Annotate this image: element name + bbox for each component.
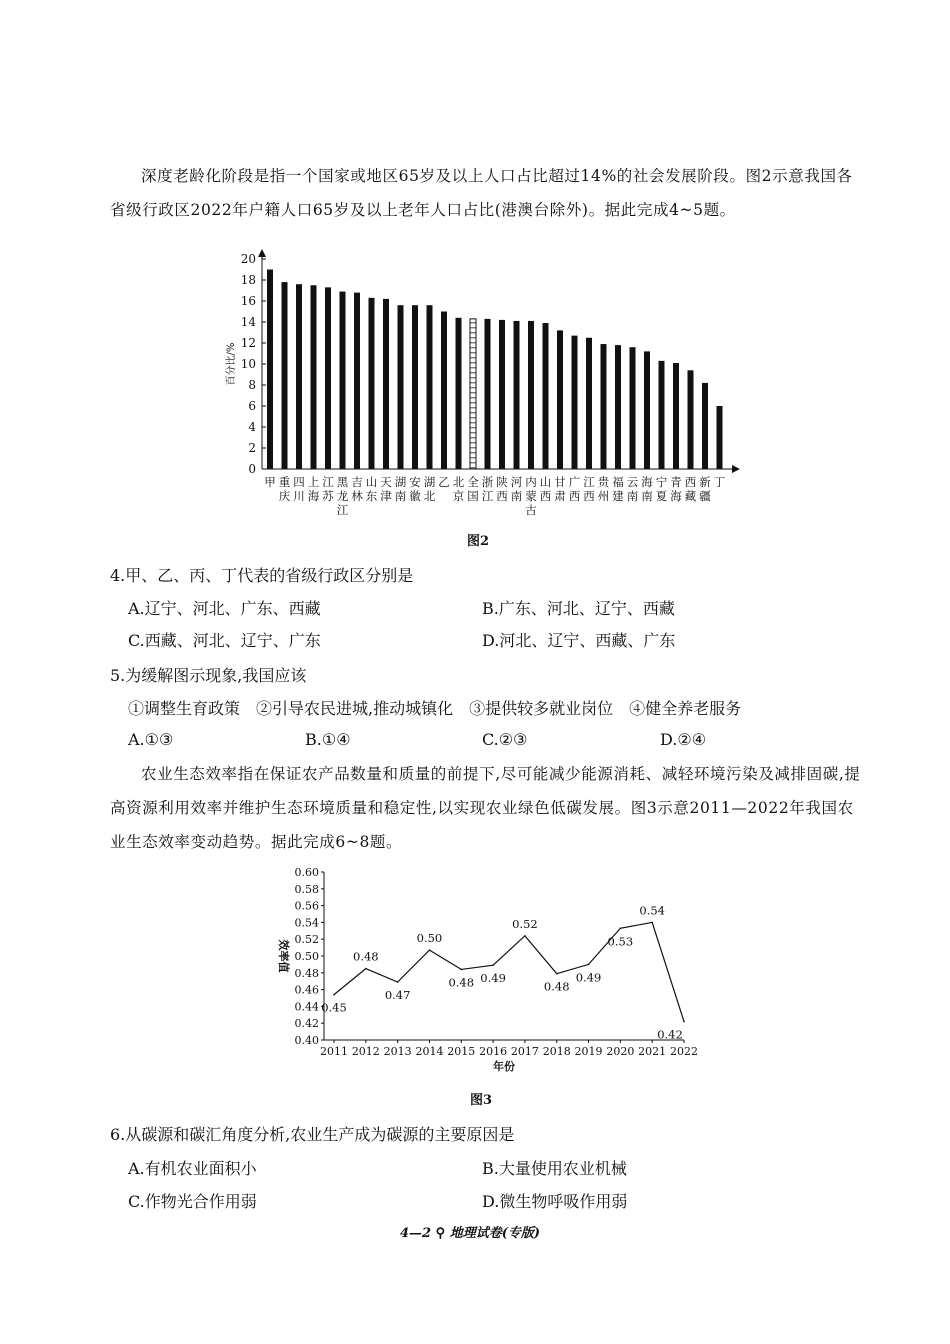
data-label: 0.49 — [575, 970, 602, 985]
q6-option-c: C.作物光合作用弱 — [128, 1192, 257, 1211]
figure-3-line-chart — [270, 860, 700, 1075]
category-label-char: 江 — [322, 475, 334, 489]
data-label: 0.50 — [416, 931, 443, 946]
category-label-char: 西 — [568, 489, 581, 503]
bar — [543, 323, 549, 469]
category-label-char: 徽 — [409, 489, 421, 503]
bar — [514, 321, 520, 469]
y-tick-label: 0.42 — [294, 1017, 319, 1031]
y-tick-label: 0.54 — [294, 916, 319, 930]
y-tick-label: 8 — [248, 378, 256, 392]
category-label-char: 海 — [307, 489, 320, 503]
bar — [499, 320, 505, 469]
category-label — [337, 475, 349, 517]
data-label: 0.47 — [384, 988, 411, 1003]
y-tick-label: 0.50 — [294, 950, 319, 963]
y-tick-label: 0.60 — [294, 866, 319, 879]
y-tick-label: 6 — [248, 399, 256, 413]
category-label — [670, 475, 682, 503]
q4-option-b: B.广东、河北、辽宁、西藏 — [482, 599, 675, 618]
q5-option-a: A.①③ — [128, 730, 174, 749]
y-tick-label: 10 — [240, 357, 256, 371]
intro-text-1: 深度老龄化阶段是指一个国家或地区65岁及以上人口占比超过14%的社会发展阶段。图2示意我国各省级行政区2022年户籍人口65岁及以上老年人口占比(港澳台除外)。据此完成4~5题。 — [110, 167, 853, 219]
x-tick-label: 2020 — [606, 1045, 635, 1058]
q5-option-c: C.②③ — [482, 730, 528, 749]
question-6-stem: 6.从碳源和碳汇角度分析,农业生产成为碳源的主要原因是 — [110, 1125, 515, 1144]
bar — [644, 351, 650, 469]
category-label — [656, 475, 668, 503]
category-label-char: 四 — [293, 475, 305, 489]
category-label-char: 南 — [626, 489, 639, 503]
category-label — [641, 475, 653, 503]
bar — [702, 383, 708, 469]
bar — [659, 361, 665, 469]
category-label-char: 疆 — [699, 489, 711, 503]
category-label-char: 津 — [380, 489, 392, 503]
category-label-char: 浙 — [481, 475, 494, 489]
category-label — [540, 475, 552, 503]
bar — [615, 345, 621, 469]
bar — [267, 270, 273, 470]
data-label: 0.52 — [512, 916, 538, 931]
category-label-char: 天 — [380, 475, 392, 489]
y-tick-label: 0.48 — [294, 966, 319, 980]
bar — [557, 330, 563, 469]
data-label: 0.48 — [353, 949, 379, 964]
category-label-char: 川 — [293, 489, 305, 503]
category-label — [467, 475, 479, 503]
data-label: 0.48 — [448, 975, 475, 990]
x-tick-label: 2021 — [638, 1045, 667, 1058]
bar — [717, 406, 723, 469]
bar — [354, 293, 360, 469]
category-label-char: 林 — [351, 489, 363, 503]
y-tick-label: 0.46 — [294, 983, 319, 997]
category-label-char: 海 — [670, 489, 682, 503]
y-tick-label: 0.44 — [294, 1000, 319, 1014]
x-axis-label: 年份 — [493, 1060, 515, 1073]
y-tick-label: 14 — [240, 315, 256, 329]
bar — [673, 363, 679, 469]
y-tick-label: 0.58 — [294, 882, 319, 896]
category-label-char: 湖 — [423, 475, 436, 489]
category-label — [598, 475, 611, 503]
category-label — [279, 475, 291, 503]
q6-option-d: D.微生物呼吸作用弱 — [482, 1192, 628, 1211]
category-label-char: 夏 — [655, 489, 668, 503]
x-tick-label: 2017 — [510, 1045, 539, 1058]
figure-2-bar-chart — [210, 245, 750, 535]
x-tick-label: 2019 — [574, 1045, 603, 1058]
category-label-char: 南 — [394, 489, 407, 503]
category-label — [525, 475, 537, 517]
data-point — [588, 964, 590, 966]
bar — [311, 285, 317, 469]
data-label: 0.54 — [639, 903, 665, 918]
category-label-char: 北 — [423, 489, 436, 503]
data-point — [492, 964, 494, 966]
q4-option-d: D.河北、辽宁、西藏、广东 — [482, 631, 676, 650]
category-label-char: 肃 — [554, 489, 566, 503]
x-tick-label: 2018 — [542, 1045, 571, 1058]
x-tick-label: 2012 — [351, 1045, 380, 1058]
data-point — [556, 973, 558, 975]
category-label-char: 陕 — [496, 475, 508, 489]
data-label: 0.42 — [657, 1027, 683, 1042]
data-point — [620, 927, 622, 929]
x-tick-label: 2014 — [415, 1045, 444, 1058]
bar — [383, 299, 389, 469]
category-label — [293, 475, 305, 503]
bar — [485, 319, 491, 469]
bar — [441, 312, 447, 470]
category-label — [424, 475, 436, 503]
bar — [296, 284, 302, 469]
bar — [456, 318, 462, 469]
category-label-char: 国 — [467, 489, 479, 503]
bar — [586, 338, 592, 469]
category-label — [685, 475, 697, 503]
y-tick-label: 0 — [248, 462, 256, 476]
category-label-char: 西 — [496, 489, 508, 503]
q6-option-a: A.有机农业面积小 — [128, 1159, 257, 1178]
q4-option-a: A.辽宁、河北、广东、西藏 — [128, 599, 321, 618]
category-label-char: 重 — [278, 475, 291, 489]
category-label-char: 内 — [525, 475, 537, 489]
category-label-char: 北 — [452, 475, 465, 489]
bar — [412, 305, 418, 469]
category-label-char: 京 — [452, 489, 465, 503]
category-label — [453, 475, 465, 503]
category-label-char: 州 — [597, 489, 610, 503]
q5-option-b: B.①④ — [305, 730, 351, 749]
category-label — [351, 475, 363, 503]
category-label — [438, 475, 450, 489]
y-axis-label: 效率值 — [277, 939, 290, 973]
category-label-char: 甲 — [264, 475, 276, 489]
category-label-char: 黑 — [336, 475, 349, 489]
question-4-stem: 4.甲、乙、丙、丁代表的省级行政区分别是 — [110, 566, 414, 585]
data-label: 0.49 — [480, 971, 506, 986]
category-label — [308, 475, 320, 503]
x-tick-label: 2016 — [479, 1045, 508, 1058]
category-label-char: 乙 — [438, 475, 450, 489]
category-label — [264, 475, 276, 489]
figure-2-caption: 图2 — [467, 534, 490, 549]
bar — [427, 305, 433, 469]
intro-text-2: 农业生态效率指在保证农产品数量和质量的前提下,尽可能减少能源消耗、减轻环境污染及减排固碳,提高资源利用效率并维护生态环境质量和稳定性,以实现农业绿色低碳发展。图3示意2011—2022年我国农业生态效率变动趋势。据此完成6~8题。 — [110, 765, 861, 851]
data-point — [397, 981, 399, 983]
category-label — [554, 475, 566, 503]
category-label-char: 青 — [670, 475, 682, 489]
category-label-char: 吉 — [351, 475, 363, 489]
pin-icon: ⚲ — [435, 1226, 446, 1241]
category-label — [395, 475, 407, 503]
q6-option-b: B.大量使用农业机械 — [482, 1159, 627, 1178]
bar — [601, 344, 607, 469]
category-label — [496, 475, 508, 503]
category-label-char: 甘 — [554, 475, 566, 489]
category-label — [380, 475, 392, 503]
category-label-char: 江 — [583, 475, 595, 489]
q5-option-d: D.②④ — [660, 730, 707, 749]
category-label-char: 福 — [612, 475, 624, 489]
data-point — [365, 968, 367, 970]
category-label-char: 安 — [409, 475, 421, 489]
intro-paragraph-1 — [110, 159, 862, 227]
x-tick-label: 2022 — [670, 1045, 698, 1058]
data-label: 0.48 — [543, 979, 570, 994]
bar — [369, 298, 375, 469]
y-tick-label: 20 — [240, 252, 256, 266]
category-label-char: 建 — [612, 489, 624, 503]
category-label-char: 西 — [539, 489, 552, 503]
bar — [572, 336, 578, 469]
category-label-char: 南 — [510, 489, 523, 503]
x-axis-arrow — [732, 465, 740, 473]
category-label-char: 宁 — [655, 475, 668, 489]
y-tick-label: 16 — [240, 294, 256, 308]
category-label — [714, 475, 726, 489]
bar — [630, 347, 636, 469]
y-tick-label: 12 — [240, 336, 256, 350]
data-point — [651, 922, 653, 924]
question-5-stem: 5.为缓解图示现象,我国应该 — [110, 666, 307, 685]
y-tick-label: 0.52 — [294, 933, 319, 947]
category-label — [627, 475, 639, 503]
data-point — [460, 969, 462, 971]
category-label-char: 广 — [568, 475, 581, 489]
category-label — [482, 475, 494, 503]
x-tick-label: 2013 — [383, 1045, 412, 1058]
category-label-char: 贵 — [597, 475, 610, 489]
figure-3-caption: 图3 — [470, 1093, 493, 1108]
footer-title: 地理试卷(专版) — [449, 1226, 540, 1241]
data-point — [429, 949, 431, 951]
category-label-char: 古 — [525, 503, 537, 517]
y-tick-label: 0.40 — [294, 1034, 319, 1047]
data-point — [524, 935, 526, 937]
q5-items: ①调整生育政策 ②引导农民进城,推动城镇化 ③提供较多就业岗位 ④健全养老服务 — [128, 699, 742, 718]
category-label-char: 上 — [307, 475, 320, 489]
category-label-char: 河 — [510, 475, 523, 489]
category-label-char: 西 — [684, 475, 697, 489]
category-label — [511, 475, 523, 503]
category-label — [583, 475, 595, 503]
category-label-char: 江 — [336, 503, 349, 517]
data-point — [333, 994, 335, 996]
category-label-char: 新 — [699, 475, 711, 489]
data-label: 0.53 — [607, 934, 634, 949]
category-label — [322, 475, 334, 503]
bar — [325, 287, 331, 469]
category-label-char: 东 — [365, 489, 378, 503]
category-label — [569, 475, 581, 503]
data-label: 0.45 — [321, 1000, 347, 1015]
category-label-char: 山 — [539, 475, 552, 489]
category-label-char: 海 — [641, 475, 653, 489]
bar — [688, 370, 694, 469]
intro-paragraph-2 — [110, 757, 862, 859]
y-tick-label: 2 — [248, 441, 256, 455]
bar — [398, 305, 404, 469]
page-number: 4—2 — [400, 1226, 432, 1241]
category-label — [612, 475, 624, 503]
bar — [282, 282, 288, 469]
category-label-char: 苏 — [322, 489, 334, 503]
category-label-char: 丁 — [713, 475, 726, 489]
category-label-char: 南 — [641, 489, 653, 503]
y-axis-arrow — [258, 249, 266, 257]
category-label-char: 蒙 — [525, 489, 537, 503]
category-label-char: 湖 — [394, 475, 407, 489]
q4-option-c: C.西藏、河北、辽宁、广东 — [128, 631, 321, 650]
category-label-char: 藏 — [684, 489, 697, 503]
category-label-char: 庆 — [278, 489, 291, 503]
page-footer — [400, 1222, 540, 1241]
category-label — [409, 475, 421, 503]
category-label-char: 山 — [365, 475, 378, 489]
y-tick-label: 4 — [248, 420, 256, 434]
category-label-char: 西 — [583, 489, 595, 503]
category-label-char: 龙 — [336, 489, 349, 503]
category-label — [366, 475, 378, 503]
category-label-char: 云 — [626, 475, 639, 489]
bar — [470, 319, 476, 469]
y-axis-label: 百分比/% — [226, 342, 237, 386]
category-label — [699, 475, 711, 503]
x-tick-label: 2015 — [447, 1045, 476, 1058]
category-label-char: 全 — [467, 475, 479, 489]
data-point — [683, 1021, 685, 1023]
bar — [528, 321, 534, 469]
x-tick-label: 2011 — [320, 1045, 348, 1058]
bar — [340, 292, 346, 469]
category-label-char: 江 — [481, 489, 494, 503]
y-tick-label: 18 — [240, 273, 256, 287]
y-tick-label: 0.56 — [294, 899, 319, 913]
